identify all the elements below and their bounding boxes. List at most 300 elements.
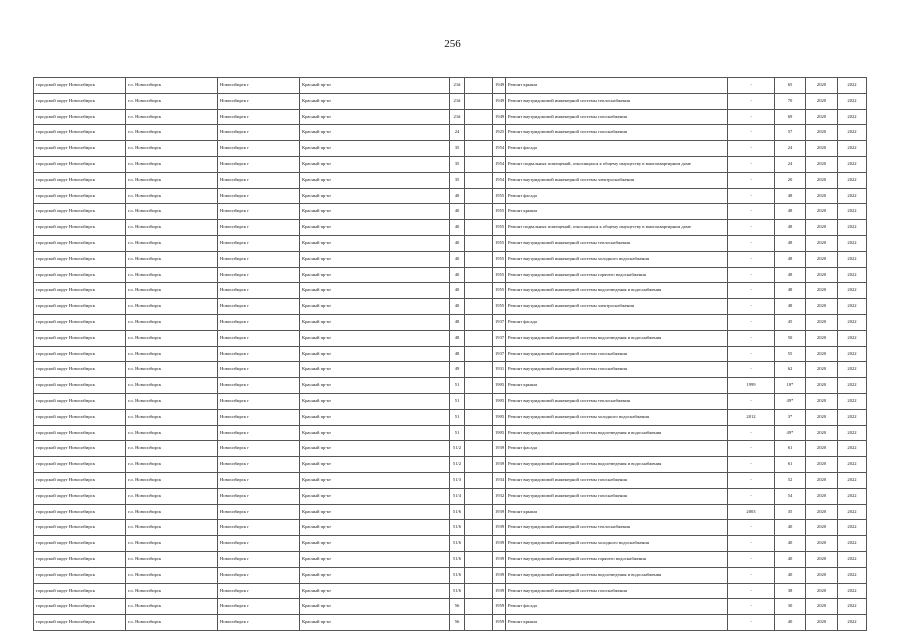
street-cell: Красный пр-кт — [300, 314, 450, 330]
last-repair-year-cell: - — [728, 362, 775, 378]
street-cell: Красный пр-кт — [300, 172, 450, 188]
table-row — [34, 330, 867, 346]
year-built-cell: 1955 — [493, 267, 506, 283]
period-end-cell: 2022 — [838, 393, 867, 409]
house-number-cell: 51/6 — [450, 583, 465, 599]
district-cell: г.о. Новосибирск — [126, 615, 218, 631]
work-type-cell: Ремонт внутридомовой инженерной системы горячего водоснабжения — [506, 267, 728, 283]
period-start-cell: 2020 — [806, 551, 838, 567]
last-repair-year-cell: 1999 — [728, 378, 775, 394]
street-cell: Красный пр-кт — [300, 615, 450, 631]
wear-percent-cell: 40 — [775, 520, 806, 536]
period-start-cell: 2020 — [806, 109, 838, 125]
period-end-cell: 2022 — [838, 472, 867, 488]
building-cell — [465, 583, 493, 599]
building-cell — [465, 425, 493, 441]
work-type-cell: Ремонт внутридомовой инженерной системы газоснабжения — [506, 125, 728, 141]
year-built-cell: 1955 — [493, 283, 506, 299]
work-type-cell: Ремонт подвальных помещений, относящихся к общему имуществу в многоквартирном доме — [506, 156, 728, 172]
building-cell — [465, 615, 493, 631]
municipality-cell: городской округ Новосибирск — [34, 156, 126, 172]
house-number-cell: 40 — [450, 283, 465, 299]
year-built-cell: 1949 — [493, 93, 506, 109]
last-repair-year-cell: - — [728, 267, 775, 283]
street-cell: Красный пр-кт — [300, 283, 450, 299]
city-cell: Новосибирск г — [218, 615, 300, 631]
work-type-cell: Ремонт внутридомовой инженерной системы газоснабжения — [506, 488, 728, 504]
work-type-cell: Ремонт фасада — [506, 599, 728, 615]
table-row — [34, 504, 867, 520]
table-body — [34, 78, 867, 631]
district-cell: г.о. Новосибирск — [126, 299, 218, 315]
district-cell: г.о. Новосибирск — [126, 362, 218, 378]
municipality-cell: городской округ Новосибирск — [34, 378, 126, 394]
wear-percent-cell: 40 — [775, 551, 806, 567]
district-cell: г.о. Новосибирск — [126, 488, 218, 504]
work-type-cell: Ремонт фасада — [506, 141, 728, 157]
district-cell: г.о. Новосибирск — [126, 346, 218, 362]
period-start-cell: 2020 — [806, 583, 838, 599]
house-number-cell: 40 — [450, 188, 465, 204]
district-cell: г.о. Новосибирск — [126, 125, 218, 141]
last-repair-year-cell: 2003 — [728, 504, 775, 520]
wear-percent-cell: 48 — [775, 235, 806, 251]
table-row — [34, 251, 867, 267]
last-repair-year-cell: - — [728, 583, 775, 599]
period-start-cell: 2020 — [806, 520, 838, 536]
period-end-cell: 2022 — [838, 156, 867, 172]
work-type-cell: Ремонт внутридомовой инженерной системы теплоснабжения — [506, 393, 728, 409]
city-cell: Новосибирск г — [218, 93, 300, 109]
wear-percent-cell: 48 — [775, 267, 806, 283]
year-built-cell: 1955 — [493, 204, 506, 220]
work-type-cell: Ремонт внутридомовой инженерной системы горячего водоснабжения — [506, 551, 728, 567]
municipality-cell: городской округ Новосибирск — [34, 188, 126, 204]
table-row — [34, 409, 867, 425]
table-row — [34, 457, 867, 473]
work-type-cell: Ремонт внутридомовой инженерной системы электроснабжения — [506, 172, 728, 188]
municipality-cell: городской округ Новосибирск — [34, 441, 126, 457]
city-cell: Новосибирск г — [218, 251, 300, 267]
year-built-cell: 1905 — [493, 393, 506, 409]
table-row — [34, 267, 867, 283]
last-repair-year-cell: - — [728, 156, 775, 172]
city-cell: Новосибирск г — [218, 599, 300, 615]
wear-percent-cell: 40 — [775, 567, 806, 583]
house-number-cell: 48 — [450, 314, 465, 330]
period-end-cell: 2022 — [838, 235, 867, 251]
period-start-cell: 2020 — [806, 457, 838, 473]
building-cell — [465, 267, 493, 283]
year-built-cell: 1934 — [493, 472, 506, 488]
municipality-cell: городской округ Новосибирск — [34, 551, 126, 567]
table-row — [34, 520, 867, 536]
wear-percent-cell: 24 — [775, 156, 806, 172]
period-start-cell: 2020 — [806, 378, 838, 394]
municipality-cell: городской округ Новосибирск — [34, 204, 126, 220]
table-row — [34, 141, 867, 157]
city-cell: Новосибирск г — [218, 78, 300, 94]
city-cell: Новосибирск г — [218, 583, 300, 599]
street-cell: Красный пр-кт — [300, 299, 450, 315]
municipality-cell: городской округ Новосибирск — [34, 172, 126, 188]
period-end-cell: 2022 — [838, 172, 867, 188]
period-end-cell: 2022 — [838, 551, 867, 567]
work-type-cell: Ремонт внутридомовой инженерной системы водоотведения и водоснабжения — [506, 330, 728, 346]
year-built-cell: 1955 — [493, 220, 506, 236]
period-start-cell: 2020 — [806, 125, 838, 141]
district-cell: г.о. Новосибирск — [126, 409, 218, 425]
building-cell — [465, 599, 493, 615]
street-cell: Красный пр-кт — [300, 78, 450, 94]
municipality-cell: городской округ Новосибирск — [34, 536, 126, 552]
wear-percent-cell: 70 — [775, 93, 806, 109]
building-cell — [465, 93, 493, 109]
period-end-cell: 2022 — [838, 109, 867, 125]
period-start-cell: 2020 — [806, 93, 838, 109]
work-type-cell: Ремонт фасада — [506, 441, 728, 457]
last-repair-year-cell: - — [728, 393, 775, 409]
work-type-cell: Ремонт внутридомовой инженерной системы теплоснабжения — [506, 235, 728, 251]
building-cell — [465, 504, 493, 520]
street-cell: Красный пр-кт — [300, 520, 450, 536]
period-end-cell: 2022 — [838, 267, 867, 283]
period-end-cell: 2022 — [838, 378, 867, 394]
year-built-cell: 1939 — [493, 520, 506, 536]
period-end-cell: 2022 — [838, 346, 867, 362]
table-row — [34, 299, 867, 315]
table-row — [34, 156, 867, 172]
city-cell: Новосибирск г — [218, 330, 300, 346]
municipality-cell: городской округ Новосибирск — [34, 599, 126, 615]
period-end-cell: 2022 — [838, 583, 867, 599]
municipality-cell: городской округ Новосибирск — [34, 299, 126, 315]
building-cell — [465, 441, 493, 457]
last-repair-year-cell: - — [728, 346, 775, 362]
period-end-cell: 2022 — [838, 141, 867, 157]
year-built-cell: 1954 — [493, 156, 506, 172]
house-number-cell: 51 — [450, 378, 465, 394]
street-cell: Красный пр-кт — [300, 330, 450, 346]
municipality-cell: городской округ Новосибирск — [34, 504, 126, 520]
district-cell: г.о. Новосибирск — [126, 109, 218, 125]
city-cell: Новосибирск г — [218, 220, 300, 236]
city-cell: Новосибирск г — [218, 235, 300, 251]
municipality-cell: городской округ Новосибирск — [34, 93, 126, 109]
table-row — [34, 283, 867, 299]
municipality-cell: городской округ Новосибирск — [34, 314, 126, 330]
building-cell — [465, 314, 493, 330]
wear-percent-cell: 20 — [775, 172, 806, 188]
district-cell: г.о. Новосибирск — [126, 472, 218, 488]
city-cell: Новосибирск г — [218, 409, 300, 425]
district-cell: г.о. Новосибирск — [126, 378, 218, 394]
building-cell — [465, 204, 493, 220]
year-built-cell: 1959 — [493, 599, 506, 615]
city-cell: Новосибирск г — [218, 536, 300, 552]
table-row — [34, 109, 867, 125]
work-type-cell: Ремонт крыши — [506, 378, 728, 394]
house-number-cell: 51/6 — [450, 551, 465, 567]
period-start-cell: 2020 — [806, 362, 838, 378]
house-number-cell: 51 — [450, 425, 465, 441]
last-repair-year-cell: - — [728, 314, 775, 330]
period-start-cell: 2020 — [806, 599, 838, 615]
street-cell: Красный пр-кт — [300, 251, 450, 267]
house-number-cell: 56 — [450, 599, 465, 615]
building-cell — [465, 472, 493, 488]
district-cell: г.о. Новосибирск — [126, 441, 218, 457]
street-cell: Красный пр-кт — [300, 267, 450, 283]
year-built-cell: 1937 — [493, 346, 506, 362]
municipality-cell: городской округ Новосибирск — [34, 520, 126, 536]
building-cell — [465, 251, 493, 267]
district-cell: г.о. Новосибирск — [126, 393, 218, 409]
period-end-cell: 2022 — [838, 599, 867, 615]
year-built-cell: 1931 — [493, 362, 506, 378]
municipality-cell: городской округ Новосибирск — [34, 488, 126, 504]
work-type-cell: Ремонт внутридомовой инженерной системы теплоснабжения — [506, 93, 728, 109]
house-number-cell: 40 — [450, 235, 465, 251]
period-start-cell: 2020 — [806, 204, 838, 220]
house-number-cell: 48 — [450, 330, 465, 346]
building-cell — [465, 567, 493, 583]
last-repair-year-cell: - — [728, 125, 775, 141]
street-cell: Красный пр-кт — [300, 567, 450, 583]
period-start-cell: 2020 — [806, 393, 838, 409]
year-built-cell: 1955 — [493, 235, 506, 251]
period-start-cell: 2020 — [806, 172, 838, 188]
wear-percent-cell: 30 — [775, 599, 806, 615]
work-type-cell: Ремонт крыши — [506, 204, 728, 220]
building-cell — [465, 551, 493, 567]
street-cell: Красный пр-кт — [300, 393, 450, 409]
house-number-cell: 51/6 — [450, 536, 465, 552]
building-cell — [465, 220, 493, 236]
house-number-cell: 35 — [450, 141, 465, 157]
period-start-cell: 2020 — [806, 472, 838, 488]
building-cell — [465, 299, 493, 315]
house-number-cell: 21# — [450, 78, 465, 94]
district-cell: г.о. Новосибирск — [126, 204, 218, 220]
last-repair-year-cell: - — [728, 172, 775, 188]
city-cell: Новосибирск г — [218, 141, 300, 157]
table-row — [34, 125, 867, 141]
district-cell: г.о. Новосибирск — [126, 283, 218, 299]
building-cell — [465, 141, 493, 157]
period-end-cell: 2022 — [838, 251, 867, 267]
last-repair-year-cell: - — [728, 457, 775, 473]
city-cell: Новосибирск г — [218, 488, 300, 504]
house-number-cell: 51/6 — [450, 520, 465, 536]
period-start-cell: 2020 — [806, 314, 838, 330]
street-cell: Красный пр-кт — [300, 362, 450, 378]
municipality-cell: городской округ Новосибирск — [34, 583, 126, 599]
wear-percent-cell: 45 — [775, 314, 806, 330]
period-end-cell: 2022 — [838, 299, 867, 315]
wear-percent-cell: 48 — [775, 204, 806, 220]
building-cell — [465, 188, 493, 204]
city-cell: Новосибирск г — [218, 567, 300, 583]
building-cell — [465, 156, 493, 172]
table-row — [34, 78, 867, 94]
year-built-cell: 1925 — [493, 125, 506, 141]
work-type-cell: Ремонт фасада — [506, 314, 728, 330]
table-row — [34, 346, 867, 362]
house-number-cell: 40 — [450, 220, 465, 236]
district-cell: г.о. Новосибирск — [126, 551, 218, 567]
year-built-cell: 1939 — [493, 504, 506, 520]
year-built-cell: 1937 — [493, 314, 506, 330]
table-row — [34, 235, 867, 251]
period-end-cell: 2022 — [838, 78, 867, 94]
wear-percent-cell: 48 — [775, 220, 806, 236]
period-start-cell: 2020 — [806, 330, 838, 346]
last-repair-year-cell: - — [728, 520, 775, 536]
municipality-cell: городской округ Новосибирск — [34, 615, 126, 631]
last-repair-year-cell: - — [728, 536, 775, 552]
table-row — [34, 188, 867, 204]
building-cell — [465, 520, 493, 536]
period-start-cell: 2020 — [806, 409, 838, 425]
year-built-cell: 1939 — [493, 457, 506, 473]
wear-percent-cell: 35 — [775, 504, 806, 520]
city-cell: Новосибирск г — [218, 362, 300, 378]
municipality-cell: городской округ Новосибирск — [34, 220, 126, 236]
wear-percent-cell: 24 — [775, 141, 806, 157]
municipality-cell: городской округ Новосибирск — [34, 235, 126, 251]
period-end-cell: 2022 — [838, 457, 867, 473]
period-end-cell: 2022 — [838, 330, 867, 346]
street-cell: Красный пр-кт — [300, 472, 450, 488]
city-cell: Новосибирск г — [218, 504, 300, 520]
city-cell: Новосибирск г — [218, 425, 300, 441]
table-row — [34, 93, 867, 109]
year-built-cell: 1905 — [493, 425, 506, 441]
wear-percent-cell: 40 — [775, 615, 806, 631]
wear-percent-cell: 61 — [775, 457, 806, 473]
last-repair-year-cell: - — [728, 141, 775, 157]
table-row — [34, 536, 867, 552]
street-cell: Красный пр-кт — [300, 425, 450, 441]
work-type-cell: Ремонт внутридомовой инженерной системы холодного водоснабжения — [506, 409, 728, 425]
last-repair-year-cell: 2012 — [728, 409, 775, 425]
last-repair-year-cell: - — [728, 235, 775, 251]
house-number-cell: 51/2 — [450, 441, 465, 457]
table-row — [34, 599, 867, 615]
building-cell — [465, 283, 493, 299]
house-number-cell: 21# — [450, 93, 465, 109]
table-row — [34, 441, 867, 457]
house-number-cell: 51/4 — [450, 488, 465, 504]
wear-percent-cell: 3* — [775, 409, 806, 425]
house-number-cell: 51 — [450, 409, 465, 425]
wear-percent-cell: 69 — [775, 109, 806, 125]
house-number-cell: 24 — [450, 125, 465, 141]
district-cell: г.о. Новосибирск — [126, 156, 218, 172]
municipality-cell: городской округ Новосибирск — [34, 109, 126, 125]
last-repair-year-cell: - — [728, 283, 775, 299]
street-cell: Красный пр-кт — [300, 141, 450, 157]
city-cell: Новосибирск г — [218, 283, 300, 299]
last-repair-year-cell: - — [728, 567, 775, 583]
period-end-cell: 2022 — [838, 441, 867, 457]
wear-percent-cell: 48 — [775, 299, 806, 315]
last-repair-year-cell: - — [728, 251, 775, 267]
last-repair-year-cell: - — [728, 472, 775, 488]
building-cell — [465, 488, 493, 504]
period-end-cell: 2022 — [838, 520, 867, 536]
work-type-cell: Ремонт внутридомовой инженерной системы электроснабжения — [506, 299, 728, 315]
period-end-cell: 2022 — [838, 125, 867, 141]
building-cell — [465, 109, 493, 125]
street-cell: Красный пр-кт — [300, 204, 450, 220]
house-number-cell: 51/6 — [450, 504, 465, 520]
period-start-cell: 2020 — [806, 299, 838, 315]
building-cell — [465, 330, 493, 346]
period-start-cell: 2020 — [806, 441, 838, 457]
municipality-cell: городской округ Новосибирск — [34, 283, 126, 299]
wear-percent-cell: 62 — [775, 362, 806, 378]
street-cell: Красный пр-кт — [300, 583, 450, 599]
street-cell: Красный пр-кт — [300, 188, 450, 204]
year-built-cell: 1955 — [493, 251, 506, 267]
wear-percent-cell: 52 — [775, 472, 806, 488]
building-cell — [465, 393, 493, 409]
city-cell: Новосибирск г — [218, 125, 300, 141]
street-cell: Красный пр-кт — [300, 220, 450, 236]
street-cell: Красный пр-кт — [300, 599, 450, 615]
work-type-cell: Ремонт внутридомовой инженерной системы газоснабжения — [506, 109, 728, 125]
district-cell: г.о. Новосибирск — [126, 330, 218, 346]
building-cell — [465, 78, 493, 94]
period-end-cell: 2022 — [838, 567, 867, 583]
work-type-cell: Ремонт фасада — [506, 188, 728, 204]
street-cell: Красный пр-кт — [300, 551, 450, 567]
period-start-cell: 2020 — [806, 488, 838, 504]
building-cell — [465, 235, 493, 251]
work-type-cell: Ремонт внутридомовой инженерной системы водоотведения и водоснабжения — [506, 457, 728, 473]
period-end-cell: 2022 — [838, 488, 867, 504]
period-end-cell: 2022 — [838, 425, 867, 441]
municipality-cell: городской округ Новосибирск — [34, 267, 126, 283]
year-built-cell: 1905 — [493, 378, 506, 394]
street-cell: Красный пр-кт — [300, 156, 450, 172]
last-repair-year-cell: - — [728, 615, 775, 631]
wear-percent-cell: 38 — [775, 583, 806, 599]
district-cell: г.о. Новосибирск — [126, 567, 218, 583]
wear-percent-cell: 40 — [775, 536, 806, 552]
work-type-cell: Ремонт внутридомовой инженерной системы водоотведения и водоснабжения — [506, 283, 728, 299]
last-repair-year-cell: - — [728, 204, 775, 220]
city-cell: Новосибирск г — [218, 267, 300, 283]
city-cell: Новосибирск г — [218, 314, 300, 330]
last-repair-year-cell: - — [728, 425, 775, 441]
year-built-cell: 1939 — [493, 567, 506, 583]
building-cell — [465, 457, 493, 473]
house-number-cell: 56 — [450, 615, 465, 631]
street-cell: Красный пр-кт — [300, 378, 450, 394]
house-number-cell: 51/3 — [450, 472, 465, 488]
building-cell — [465, 378, 493, 394]
repair-schedule-table — [33, 77, 867, 631]
page-number: 256 — [444, 38, 461, 50]
period-start-cell: 2020 — [806, 220, 838, 236]
district-cell: г.о. Новосибирск — [126, 188, 218, 204]
street-cell: Красный пр-кт — [300, 409, 450, 425]
street-cell: Красный пр-кт — [300, 504, 450, 520]
city-cell: Новосибирск г — [218, 346, 300, 362]
